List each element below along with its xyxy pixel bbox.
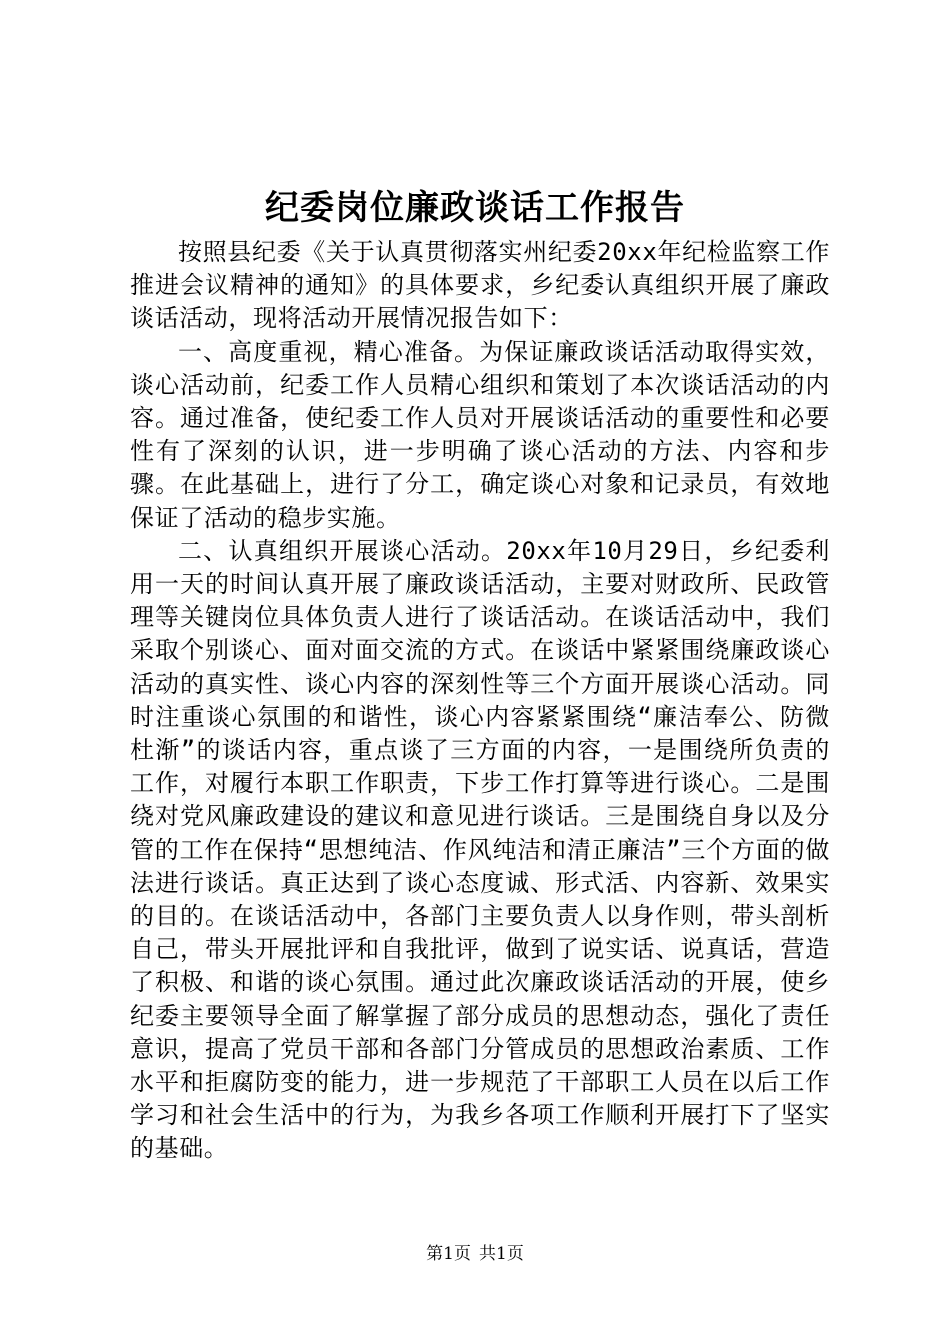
document-body xyxy=(130,236,830,1166)
paragraph-section-two: 二、认真组织开展谈心活动。20xx年10月29日，乡纪委利用一天的时间认真开展了廉政谈话活动，主要对财政所、民政管理等关键岗位具体负责人进行了谈话活动。在谈话活动中，我们采取个别谈心、面对面交流的方式。在谈话中紧紧围绕廉政谈心活动的真实性、谈心内容的深刻性等三个方面开展谈心活动。同时注重谈心氛围的和谐性，谈心内容紧紧围绕“廉洁奉公、防微杜渐”的谈话内容，重点谈了三方面的内容，一是围绕所负责的工作，对履行本职工作职责，下步工作打算等进行谈心。二是围绕对党风廉政建设的建议和意见进行谈话。三是围绕自身以及分管的工作在保持“思想纯洁、作风纯洁和清正廉洁”三个方面的做法进行谈话。真正达到了谈心态度诚、形式活、内容新、效果实的目的。在谈话活动中，各部门主要负责人以身作则，带头剖析自己，带头开展批评和自我批评，做到了说实话、说真话，营造了积极、和谐的谈心氛围。通过此次廉政谈话活动的开展，使乡纪委主要领导全面了解掌握了部分成员的思想动态，强化了责任意识，提高了党员干部和各部门分管成员的思想政治素质、工作水平和拒腐防变的能力，进一步规范了干部职工人员在以后工作学习和社会生活中的行为，为我乡各项工作顺利开展打下了坚实的基础。 xyxy=(130,536,830,1163)
page-footer xyxy=(0,1242,950,1266)
page-total: 共1页 xyxy=(479,1244,524,1264)
paragraph-intro: 按照县纪委《关于认真贯彻落实州纪委20xx年纪检监察工作推进会议精神的通知》的具体要求，乡纪委认真组织开展了廉政谈话活动，现将活动开展情况报告如下： xyxy=(130,238,830,333)
paragraph-section-one: 一、高度重视，精心准备。为保证廉政谈话活动取得实效，谈心活动前，纪委工作人员精心组织和策划了本次谈话活动的内容。通过准备，使纪委工作人员对开展谈话活动的重要性和必要性有了深刻的认识，进一步明确了谈心活动的方法、内容和步骤。在此基础上，进行了分工，确定谈心对象和记录员，有效地保证了活动的稳步实施。 xyxy=(130,337,830,532)
page-number: 第1页 xyxy=(426,1244,471,1264)
document-title: 纪委岗位廉政谈话工作报告 xyxy=(265,188,685,228)
